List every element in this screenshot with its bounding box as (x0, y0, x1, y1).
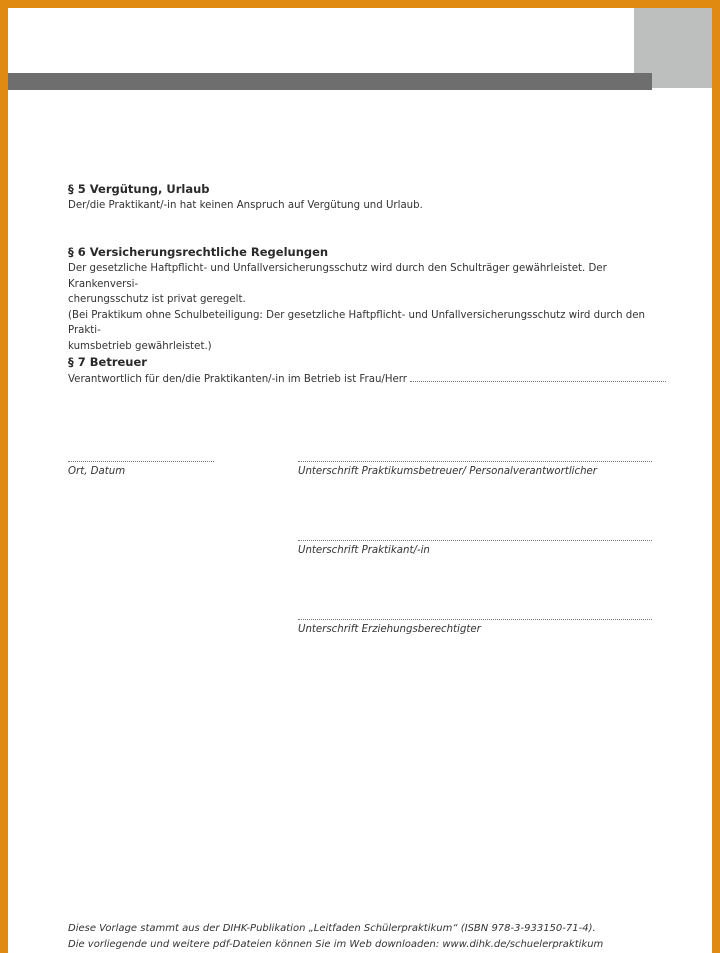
section-6 (68, 245, 658, 354)
section-6-heading: § 6 Versicherungsrechtliche Regelungen (68, 245, 329, 259)
section-7-text (68, 371, 658, 388)
place-date-label: Ort, Datum (68, 466, 126, 477)
section-6-line-3: (Bei Praktikum ohne Schulbeteiligung: Der gesetzliche Haftpflicht- und Unfallversicherungsschutz wird durch den Prakti- (68, 309, 645, 336)
guardian-signature-label: Unterschrift Erziehungsberechtigter (298, 624, 481, 635)
footer-line-2: Die vorliegende und weitere pdf-Dateien können Sie im Web downloaden: www.dihk.de/schuelerpraktikum (68, 939, 604, 950)
supervisor-signature-line[interactable] (298, 461, 652, 462)
section-5 (68, 182, 658, 214)
footer-note (68, 921, 688, 953)
section-6-line-2: cherungsschutz ist privat geregelt. (68, 294, 246, 305)
supervisor-name-field[interactable] (410, 371, 666, 382)
section-6-line-4: kumsbetrieb gewährleistet.) (68, 340, 212, 352)
section-7-heading: § 7 Betreuer (68, 355, 147, 369)
place-date-line[interactable] (68, 461, 214, 462)
section-5-text: Der/die Praktikant/-in hat keinen Anspruch auf Vergütung und Urlaub. (68, 200, 423, 211)
section-7 (68, 355, 658, 388)
document-page (8, 8, 712, 953)
supervisor-prompt: Verantwortlich für den/die Praktikanten/-in im Betrieb ist Frau/Herr (68, 374, 407, 385)
footer-line-1: Diese Vorlage stammt aus der DIHK-Publikation „Leitfaden Schülerpraktikum“ (ISBN 978-3-933150-71-4). (68, 923, 596, 934)
section-6-line-1: Der gesetzliche Haftpflicht- und Unfallversicherungsschutz wird durch den Schulträger gewährleistet. Der Krankenversi- (68, 263, 607, 290)
intern-signature-line[interactable] (298, 540, 652, 541)
header-bar (8, 73, 652, 90)
guardian-signature-line[interactable] (298, 619, 652, 620)
supervisor-signature-label: Unterschrift Praktikumsbetreuer/ Personalverantwortlicher (298, 466, 597, 477)
section-5-heading: § 5 Vergütung, Urlaub (68, 182, 210, 196)
intern-signature-label: Unterschrift Praktikant/-in (298, 545, 430, 556)
